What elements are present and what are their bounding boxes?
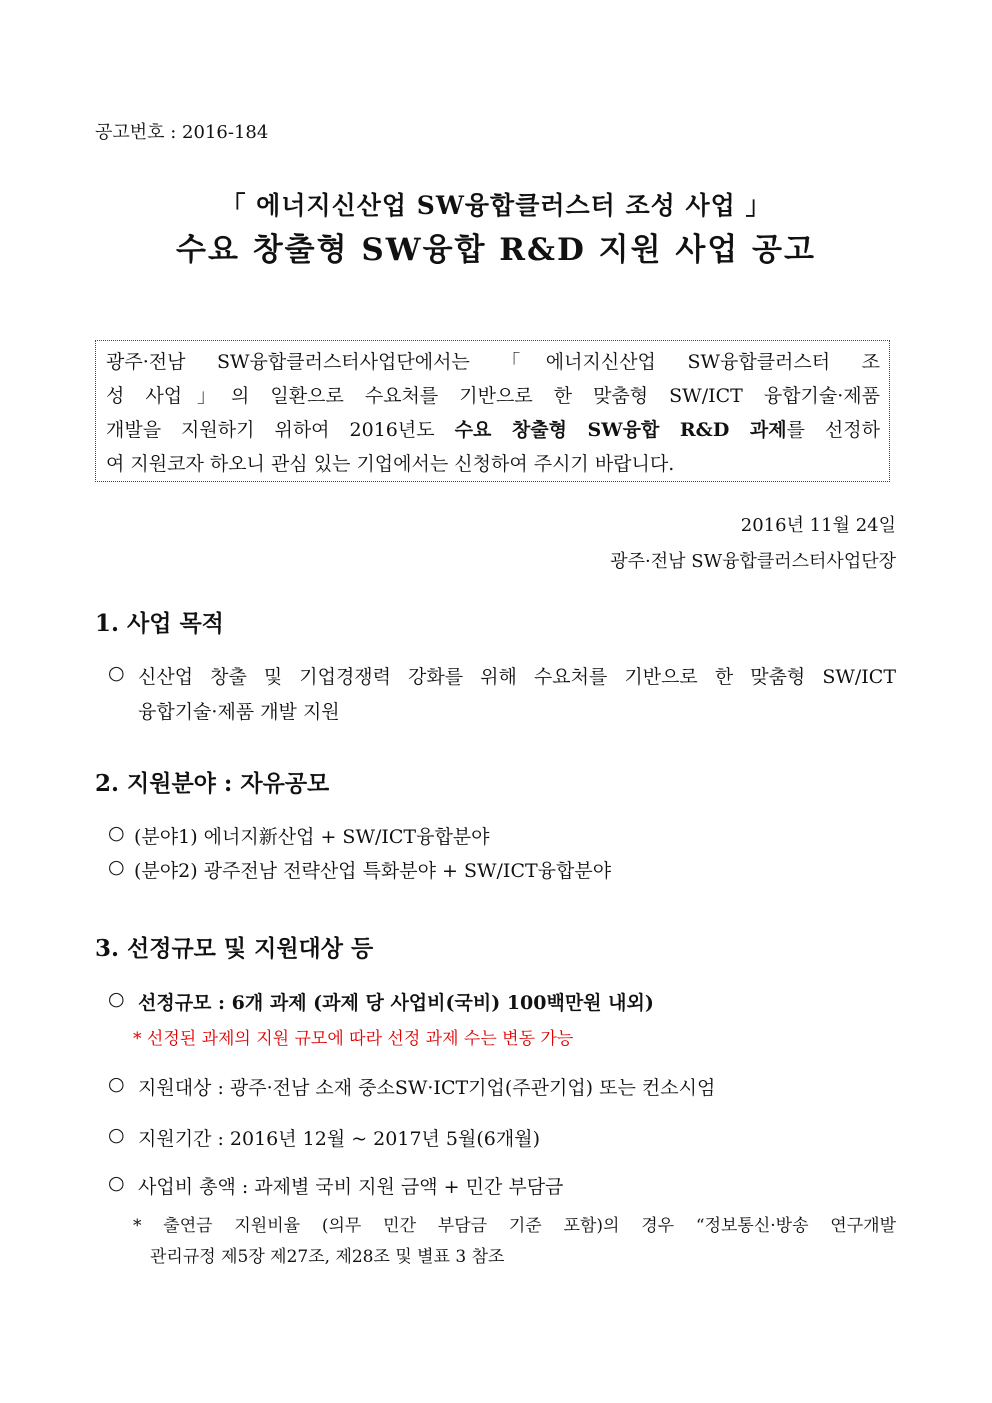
title-project-name: 「 에너지신산업 SW융합클러스터 조성 사업 」: [220, 191, 772, 220]
notice-number: 공고번호 : 2016-184: [95, 122, 269, 143]
budget-note-line-1: * 출연금 지원비율 (의무 민간 부담금 기준 포함)의 경우 “정보통신·방송 연구개발: [133, 1216, 896, 1236]
section-1-text-line-2: 융합기술·제품 개발 지원: [138, 701, 340, 723]
summary-line-3-start: 개발을 지원하기 위하여 2016년도: [106, 419, 455, 441]
summary-line-3: [106, 413, 880, 447]
section-1-text-line-1: 신산업 창출 및 기업경쟁력 강화를 위해 수요처를 기반으로 한 맞춤형 SW/ICT: [138, 666, 896, 688]
summary-box: [95, 340, 890, 482]
summary-line-1: 광주·전남 SW융합클러스터사업단에서는 「에너지신산업 SW융합클러스터 조: [106, 351, 880, 373]
selection-scale-note: * 선정된 과제의 지원 규모에 따라 선정 과제 수는 변동 가능: [133, 1029, 574, 1049]
section-3-heading: 3. 선정규모 및 지원대상 등: [95, 935, 374, 962]
bullet-mark: ○: [108, 856, 125, 878]
bullet-mark: ○: [108, 1124, 125, 1146]
total-budget: 사업비 총액 : 과제별 국비 지원 금액 + 민간 부담금: [138, 1176, 564, 1198]
support-target: 지원대상 : 광주·전남 소재 중소SW·ICT기업(주관기업) 또는 컨소시엄: [138, 1077, 716, 1099]
signature: 광주·전남 SW융합클러스터사업단장: [610, 551, 896, 572]
page-title: 수요 창출형 SW융합 R&D 지원 사업 공고: [176, 232, 816, 268]
support-field-1: (분야1) 에너지新산업 + SW/ICT융합분야: [134, 826, 490, 848]
bullet-mark: ○: [108, 1073, 125, 1095]
budget-note-line-2: 관리규정 제5장 제27조, 제28조 및 별표 3 참조: [150, 1247, 505, 1267]
summary-line-2: 성 사업」의 일환으로 수요처를 기반으로 한 맞춤형 SW/ICT 융합기술·제품: [106, 385, 880, 407]
bullet-mark: ○: [108, 822, 125, 844]
summary-line-3-end: 를 선정하: [786, 419, 880, 441]
notice-date: 2016년 11월 24일: [740, 515, 896, 536]
support-field-2: (분야2) 광주전남 전략산업 특화분야 + SW/ICT융합분야: [134, 860, 612, 882]
summary-highlight: 수요 창출형 SW융합 R&D 과제: [454, 419, 787, 441]
section-2-heading: 2. 지원분야 : 자유공모: [95, 770, 330, 797]
section-1-heading: 1. 사업 목적: [95, 610, 224, 637]
summary-line-4: 여 지원코자 하오니 관심 있는 기업에서는 신청하여 주시기 바랍니다.: [106, 453, 675, 475]
support-period: 지원기간 : 2016년 12월 ~ 2017년 5월(6개월): [138, 1128, 540, 1150]
selection-scale: 선정규모 : 6개 과제 (과제 당 사업비(국비) 100백만원 내외): [138, 992, 654, 1014]
bullet-mark: ○: [108, 1172, 125, 1194]
bullet-mark: ○: [108, 988, 125, 1010]
bullet-mark: ○: [108, 662, 125, 684]
